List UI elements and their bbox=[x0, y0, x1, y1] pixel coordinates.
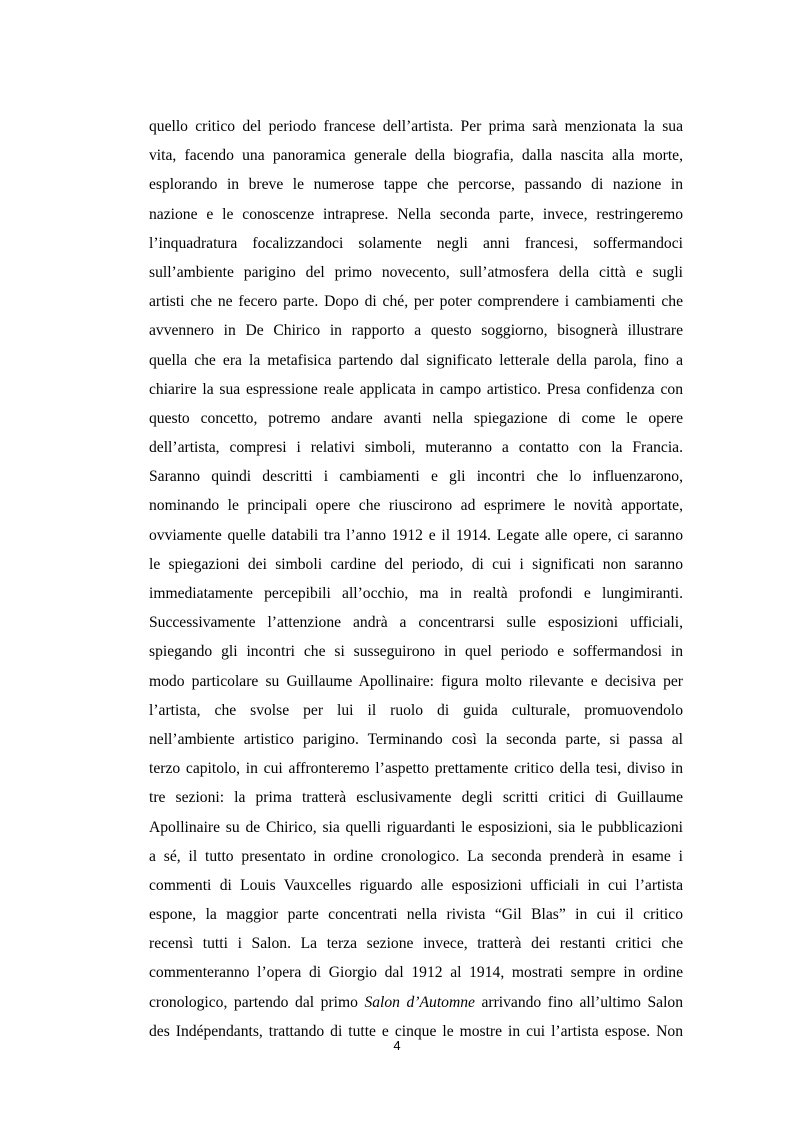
text-line: commenti di Louis Vauxcelles riguardo alle esposizioni ufficiali in cui l’artista bbox=[149, 876, 683, 894]
text-line: l’inquadratura focalizzandoci solamente negli anni francesi, soffermandoci bbox=[149, 234, 683, 252]
text-line: espone, la maggior parte concentrati nella rivista “Gil Blas” in cui il critico bbox=[149, 906, 683, 924]
text-line: quello critico del periodo francese dell’artista. Per prima sarà menzionata la sua bbox=[149, 118, 683, 135]
text-line: a sé, il tutto presentato in ordine cronologico. La seconda prenderà in esame i bbox=[149, 847, 683, 865]
text-line: modo particolare su Guillaume Apollinaire: figura molto rilevante e decisiva per bbox=[149, 672, 683, 690]
text-line: Saranno quindi descritti i cambiamenti e gli incontri che lo influenzarono, bbox=[149, 468, 683, 486]
text-line: nominando le principali opere che riuscirono ad esprimere le novità apportate, bbox=[149, 497, 683, 515]
text-line: sull’ambiente parigino del primo novecento, sull’atmosfera della città e sugli bbox=[149, 263, 683, 281]
text-line: Successivamente l’attenzione andrà a concentrarsi sulle esposizioni ufficiali, bbox=[149, 614, 683, 632]
italic-title: Salon d’Automne bbox=[364, 993, 475, 1011]
text-line: recensì tutti i Salon. La terza sezione invece, tratterà dei restanti critici che bbox=[149, 935, 683, 953]
text-line-with-italic bbox=[149, 988, 683, 1017]
text-line: ovviamente quelle databili tra l’anno 1912 e il 1914. Legate alle opere, ci saranno bbox=[149, 526, 683, 544]
text-line: des Indépendants, trattando di tutte e cinque le mostre in cui l’artista espose. Non bbox=[149, 1022, 683, 1040]
text-line: esplorando in breve le numerose tappe che percorse, passando di nazione in bbox=[149, 176, 683, 194]
text-line: commenteranno l’opera di Giorgio dal 1912 al 1914, mostrati sempre in ordine bbox=[149, 964, 683, 982]
body-paragraph bbox=[149, 112, 683, 1046]
text-line: dell’artista, compresi i relativi simboli, muteranno a contatto con la Francia. bbox=[149, 439, 683, 457]
text-line: terzo capitolo, in cui affronteremo l’aspetto prettamente critico della tesi, diviso in bbox=[149, 760, 683, 778]
text-line: quella che era la metafisica partendo dal significato letterale della parola, fino a bbox=[149, 351, 683, 369]
text-line: spiegando gli incontri che si susseguirono in quel periodo e soffermandosi in bbox=[149, 643, 683, 661]
text-line: questo concetto, potremo andare avanti nella spiegazione di come le opere bbox=[149, 409, 683, 427]
text-line: chiarire la sua espressione reale applicata in campo artistico. Presa confidenza con bbox=[149, 380, 683, 398]
text-line: nazione e le conoscenze intraprese. Nella seconda parte, invece, restringeremo bbox=[149, 205, 683, 223]
text-line: nell’ambiente artistico parigino. Terminando così la seconda parte, si passa al bbox=[149, 730, 683, 748]
text-run: arrivando fino all’ultimo Salon bbox=[474, 993, 684, 1011]
text-line: avvennero in De Chirico in rapporto a questo soggiorno, bisognerà illustrare bbox=[149, 322, 683, 340]
text-line: tre sezioni: la prima tratterà esclusivamente degli scritti critici di Guillaume bbox=[149, 789, 683, 807]
text-line: artisti che ne fecero parte. Dopo di ché, per poter comprendere i cambiamenti che bbox=[149, 293, 683, 311]
text-line: immediatamente percepibili all’occhio, ma in realtà profondi e lungimiranti. bbox=[149, 585, 683, 602]
text-run: cronologico, partendo dal primo bbox=[149, 993, 365, 1011]
text-line: l’artista, che svolse per lui il ruolo di guida culturale, promuovendolo bbox=[149, 701, 683, 719]
page-number: 4 bbox=[393, 1038, 401, 1053]
text-line: le spiegazioni dei simboli cardine del periodo, di cui i significati non saranno bbox=[149, 555, 683, 573]
text-line: vita, facendo una panoramica generale della biografia, dalla nascita alla morte, bbox=[149, 147, 683, 165]
text-line: Apollinaire su de Chirico, sia quelli riguardanti le esposizioni, sia le pubblicazioni bbox=[149, 818, 683, 836]
